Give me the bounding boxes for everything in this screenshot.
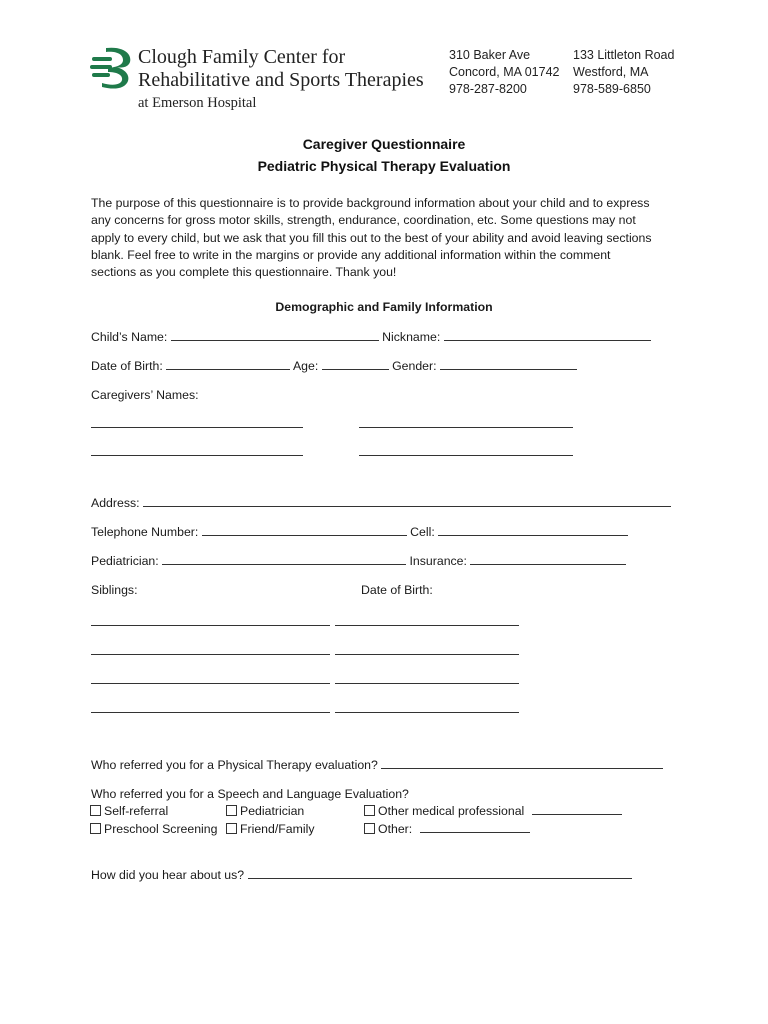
dob-label: Date of Birth: — [91, 359, 163, 373]
pt-referral-field[interactable] — [381, 757, 663, 769]
nickname-field[interactable] — [444, 329, 651, 341]
telephone-row — [91, 524, 628, 540]
sibling-name-field[interactable] — [91, 683, 330, 684]
concord-city: Concord, MA 01742 — [449, 65, 560, 79]
option-friend-family[interactable] — [226, 821, 314, 837]
address-row — [91, 495, 671, 511]
gender-label: Gender: — [392, 359, 437, 373]
address-concord — [449, 47, 560, 98]
sibling-name-field[interactable] — [91, 625, 330, 626]
sibling-name-field[interactable] — [91, 712, 330, 713]
checkbox[interactable] — [90, 805, 101, 816]
checkbox[interactable] — [226, 823, 237, 834]
option-other[interactable] — [364, 821, 530, 837]
sibling-dob-field[interactable] — [335, 683, 519, 684]
address-label: Address: — [91, 496, 140, 510]
option-label: Preschool Screening — [104, 822, 218, 836]
option-label: Other: — [378, 822, 413, 836]
checkbox[interactable] — [364, 823, 375, 834]
concord-street: 310 Baker Ave — [449, 48, 531, 62]
emerson-logo-icon — [90, 44, 134, 90]
pt-referral-question: Who referred you for a Physical Therapy evaluation? — [91, 758, 378, 772]
sibling-dob-field[interactable] — [335, 712, 519, 713]
sibling-name-field[interactable] — [91, 654, 330, 655]
intro-line: any concerns for gross motor skills, strength, endurance, coordination, etc. Some questions may not — [91, 213, 636, 228]
dob-field[interactable] — [166, 358, 290, 370]
option-self-referral[interactable] — [90, 803, 168, 819]
pediatrician-label: Pediatrician: — [91, 554, 159, 568]
child-name-field[interactable] — [171, 329, 379, 341]
intro-line: sections as you complete this questionnaire. Thank you! — [91, 265, 397, 280]
hear-about-field[interactable] — [248, 867, 632, 879]
westford-street: 133 Littleton Road — [573, 48, 675, 62]
org-name-line2: Rehabilitative and Sports Therapies — [138, 69, 424, 91]
siblings-dob-label: Date of Birth: — [361, 583, 433, 597]
caregiver-name-field[interactable] — [359, 427, 573, 428]
caregiver-name-field[interactable] — [91, 455, 303, 456]
intro-line: The purpose of this questionnaire is to provide background information about your child and to express — [91, 196, 650, 210]
intro-line: apply to every child, but we ask that you fill this out to the best of your ability and avoid leaving sections — [91, 230, 652, 245]
caregiver-name-field[interactable] — [91, 427, 303, 428]
telephone-label: Telephone Number: — [91, 525, 199, 539]
section-title: Demographic and Family Information — [275, 300, 493, 314]
gender-field[interactable] — [440, 358, 577, 370]
option-label: Self-referral — [104, 804, 169, 818]
pediatrician-row — [91, 553, 626, 569]
intro-paragraph — [91, 195, 691, 281]
option-label: Other medical professional — [378, 804, 525, 818]
option-preschool[interactable] — [90, 821, 217, 837]
org-name-line1: Clough Family Center for — [138, 46, 346, 68]
caregiver-name-field[interactable] — [359, 455, 573, 456]
sibling-dob-field[interactable] — [335, 625, 519, 626]
sl-referral-question: Who referred you for a Speech and Language Evaluation? — [91, 787, 409, 801]
child-name-row — [91, 329, 651, 345]
dob-row — [91, 358, 577, 374]
westford-phone: 978-589-6850 — [573, 82, 651, 96]
nickname-label: Nickname: — [382, 330, 441, 344]
pt-referral-row — [91, 757, 663, 773]
westford-city: Westford, MA — [573, 65, 649, 79]
address-westford — [573, 47, 674, 98]
address-field[interactable] — [143, 495, 671, 507]
document-subtitle: Pediatric Physical Therapy Evaluation — [257, 158, 511, 174]
telephone-field[interactable] — [202, 524, 407, 536]
document-title: Caregiver Questionnaire — [302, 136, 466, 152]
insurance-field[interactable] — [470, 553, 626, 565]
checkbox[interactable] — [226, 805, 237, 816]
option-label: Pediatrician — [240, 804, 305, 818]
cell-label: Cell: — [410, 525, 435, 539]
checkbox[interactable] — [90, 823, 101, 834]
hear-about-row — [91, 867, 632, 883]
organization-name — [138, 46, 424, 113]
other-field[interactable] — [420, 821, 530, 833]
concord-phone: 978-287-8200 — [449, 82, 527, 96]
age-field[interactable] — [322, 358, 389, 370]
org-name-line3: at Emerson Hospital — [138, 95, 257, 111]
cell-field[interactable] — [438, 524, 628, 536]
checkbox[interactable] — [364, 805, 375, 816]
hear-about-question: How did you hear about us? — [91, 868, 245, 882]
other-medical-field[interactable] — [532, 803, 622, 815]
sibling-dob-field[interactable] — [335, 654, 519, 655]
pediatrician-field[interactable] — [162, 553, 406, 565]
caregivers-label: Caregivers’ Names: — [91, 388, 199, 402]
intro-line: blank. Feel free to write in the margins or provide any additional information within the comment — [91, 247, 611, 262]
option-label: Friend/Family — [240, 822, 315, 836]
option-pediatrician[interactable] — [226, 803, 304, 819]
option-other-medical[interactable] — [364, 803, 622, 819]
siblings-label: Siblings: — [91, 583, 138, 597]
insurance-label: Insurance: — [409, 554, 467, 568]
child-name-label: Child’s Name: — [91, 330, 168, 344]
age-label: Age: — [292, 359, 319, 373]
